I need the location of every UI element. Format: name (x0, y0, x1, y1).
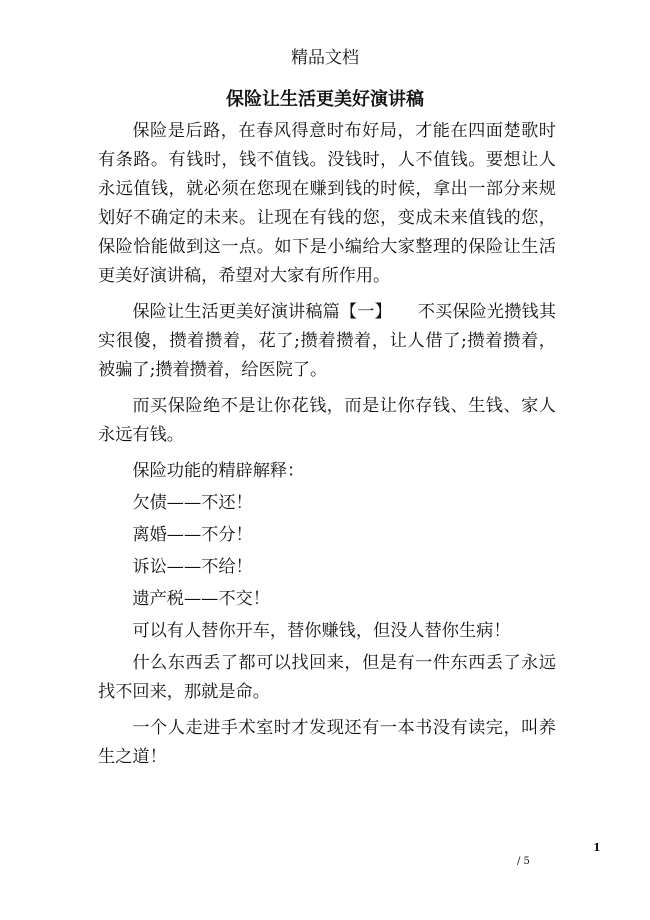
paragraph-health: 一个人走进手术室时才发现还有一本书没有读完，叫养生之道！ (98, 718, 556, 767)
list-item-divorce: 离婚——不分！ (132, 525, 253, 545)
document-body (98, 117, 556, 779)
page-number: 1 (593, 841, 601, 854)
page-header: 精品文档 (291, 48, 359, 68)
paragraph-intro: 保险是后路，在春风得意时布好局，才能在四面楚歌时有条路。有钱时，钱不值钱。没钱时，人不值钱。要想让人永远值钱，就必须在您现在赚到钱的时候，拿出一部分来规划好不确定的未来。让现在有钱的您，变成未来值钱的您，保险恰能做到这一点。如下是小编给大家整理的保险让生活更美好演讲稿，希望对大家有所作用。 (98, 121, 556, 286)
page-total: / 5 (517, 856, 530, 867)
document-title: 保险让生活更美好演讲稿 (226, 89, 424, 110)
paragraph-sickness: 可以有人替你开车，替你赚钱，但没人替你生病！ (132, 621, 511, 641)
paragraph-life: 什么东西丢了都可以找回来，但是有一件东西丢了永远找不回来，那就是命。 (98, 653, 556, 702)
list-item-inheritance-tax: 遗产税——不交！ (132, 589, 270, 609)
paragraph-section-one: 保险让生活更美好演讲稿篇【一】 不买保险光攒钱其实很傻，攒着攒着，花了;攒着攒着，让人借了;攒着攒着，被骗了;攒着攒着，给医院了。 (98, 302, 556, 380)
list-item-lawsuit: 诉讼——不给！ (132, 557, 253, 577)
paragraph-buy-insurance: 而买保险绝不是让你花钱，而是让你存钱、生钱、家人永远有钱。 (98, 396, 556, 445)
list-item-debt: 欠债——不还！ (132, 493, 253, 513)
paragraph-function-heading: 保险功能的精辟解释： (132, 461, 305, 481)
